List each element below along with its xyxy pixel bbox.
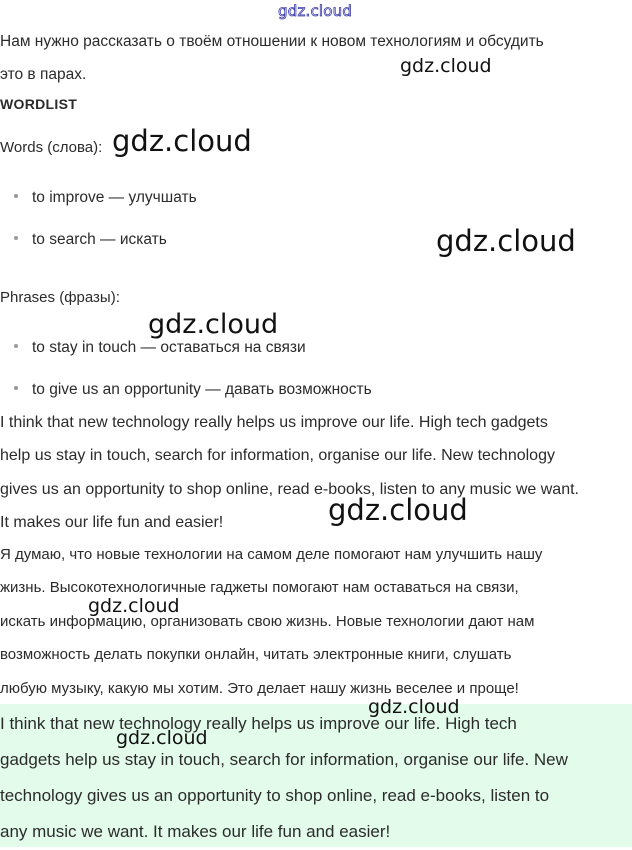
watermark: gdz.cloud (328, 493, 468, 527)
watermark: gdz.cloud (112, 124, 252, 158)
english-paragraph (0, 406, 579, 539)
paragraph-line: искать информацию, организовать свою жизнь. Новые технологии дают нам (0, 612, 535, 630)
watermark-top: gdz.cloud (278, 2, 353, 20)
phrases-label: Phrases (фразы): (0, 289, 120, 306)
paragraph-line: gives us an opportunity to shop online, read e-books, listen to any music we want. (0, 480, 579, 498)
highlighted-answer-block (0, 704, 632, 847)
paragraph-line: Я думаю, что новые технологии на самом деле помогают нам улучшить нашу (0, 546, 543, 563)
list-item: to search — искать (14, 231, 167, 249)
watermark: gdz.cloud (436, 224, 576, 258)
paragraph-line: It makes our life fun and easier! (0, 513, 224, 531)
watermark: gdz.cloud (88, 595, 180, 617)
paragraph-line: жизнь. Высокотехнологичные гаджеты помогают нам оставаться на связи, (0, 579, 519, 597)
bullet-icon (14, 236, 18, 240)
words-label: Words (слова): (0, 139, 103, 156)
bullet-icon (14, 194, 18, 198)
list-item: to give us an opportunity — давать возможность (14, 381, 372, 399)
paragraph-line: gadgets help us stay in touch, search for information, organise our life. New (0, 750, 568, 769)
bullet-icon (14, 344, 18, 348)
russian-paragraph (0, 538, 542, 705)
paragraph-line: I think that new technology really helps us improve our life. High tech (0, 714, 517, 733)
list-item: to stay in touch — оставаться на связи (14, 339, 306, 357)
paragraph-line: technology gives us an opportunity to shop online, read e-books, listen to (0, 786, 550, 805)
intro-line: Нам нужно рассказать о твоём отношении к новом технологиям и обсудить (0, 33, 544, 50)
watermark: gdz.cloud (400, 55, 492, 77)
wordlist-heading: WORDLIST (0, 96, 78, 112)
paragraph-line: any music we want. It makes our life fun and easier! (0, 822, 391, 841)
paragraph-line: I think that new technology really helps us improve our life. High tech gadgets (0, 414, 548, 431)
paragraph-line: любую музыку, какую мы хотим. Это делает нашу жизнь веселее и проще! (0, 679, 519, 697)
list-item: to improve — улучшать (14, 189, 197, 207)
bullet-icon (14, 386, 18, 390)
watermark: gdz.cloud (116, 727, 208, 749)
intro-line: это в парах. (0, 65, 87, 83)
highlighted-paragraph (0, 706, 568, 850)
watermark: gdz.cloud (148, 309, 279, 340)
paragraph-line: возможность делать покупки онлайн, читать электронные книги, слушать (0, 646, 512, 664)
paragraph-line: help us stay in touch, search for information, organise our life. New technology (0, 447, 555, 465)
watermark: gdz.cloud (368, 696, 460, 718)
